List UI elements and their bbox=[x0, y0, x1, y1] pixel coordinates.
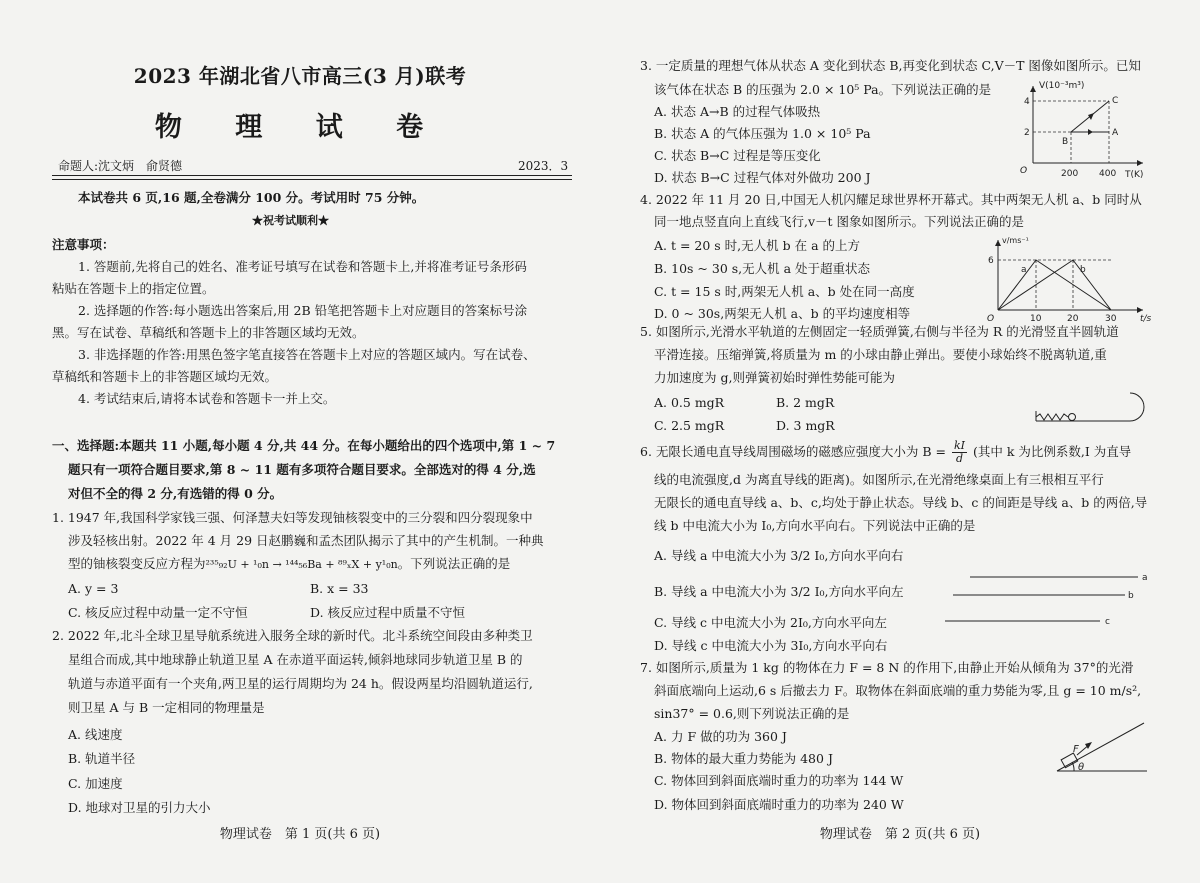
notice-1b: 粘贴在答题卡上的指定位置。 bbox=[52, 281, 215, 296]
q7-option-d: D. 物体回到斜面底端时重力的功率为 240 W bbox=[654, 797, 904, 812]
q5-line-2: 平滑连接。压缩弹簧,将质量为 m 的小球由静止弹出。要使小球始终不脱离轨道,重 bbox=[654, 347, 1107, 362]
q4-line-2: 同一地点竖直向上直线飞行,v－t 图象如图所示。下列说法正确的是 bbox=[654, 214, 1025, 229]
q5-option-b: B. 2 mgR bbox=[776, 395, 835, 410]
q1-option-d: D. 核反应过程中质量不守恒 bbox=[310, 605, 466, 620]
q3-xtick-400: 400 bbox=[1099, 169, 1117, 179]
q3-point-a: A bbox=[1112, 128, 1119, 138]
q3-xtick-200: 200 bbox=[1061, 169, 1079, 179]
q3-point-c: C bbox=[1112, 96, 1119, 106]
wish-line: ★祝考试顺利★ bbox=[252, 214, 329, 227]
q1-line-2: 涉及轻核出射。2022 年 4 月 29 日赵鹏巍和孟杰团队揭示了其中的产生机制。一种典 bbox=[68, 533, 544, 548]
q4-option-d: D. 0 ~ 30s,两架无人机 a、b 的平均速度相等 bbox=[654, 306, 911, 321]
q4-x-axis-label: t/s bbox=[1140, 314, 1152, 324]
q6-wire-c-label: c bbox=[1105, 617, 1110, 627]
authors: 命题人:沈文炳 俞贤德 bbox=[58, 159, 183, 173]
q5-option-c: C. 2.5 mgR bbox=[654, 418, 725, 433]
q7-incline-figure bbox=[1052, 718, 1152, 778]
q4-line-1: 4. 2022 年 11 月 20 日,中国无人机闪耀足球世界杯开幕式。其中两架无人机 a、b 同时从 bbox=[640, 192, 1142, 207]
q3-vt-graph bbox=[1008, 78, 1158, 178]
q6-option-b: B. 导线 a 中电流大小为 3/2 I₀,方向水平向左 bbox=[654, 584, 904, 599]
q2-line-3: 轨道与赤道平面有一个夹角,两卫星的运行周期均为 24 h。假设两星均沿圆轨道运行, bbox=[68, 676, 533, 691]
exam-date: 2023．3 bbox=[518, 159, 569, 173]
q4-xtick-10: 10 bbox=[1030, 314, 1042, 324]
q2-option-b: B. 轨道半径 bbox=[68, 751, 136, 766]
notice-2b: 黑。写在试卷、草稿纸和答题卡上的非答题区域均无效。 bbox=[52, 325, 365, 340]
q3-option-c: C. 状态 B→C 过程是等压变化 bbox=[654, 148, 821, 163]
q4-origin: O bbox=[987, 314, 995, 324]
q4-line-label-a: a bbox=[1021, 265, 1027, 275]
q7-line-1: 7. 如图所示,质量为 1 kg 的物体在力 F = 8 N 的作用下,由静止开始从倾角为 37°的光滑 bbox=[640, 660, 1134, 675]
q3-y-axis-label: V(10⁻³m³) bbox=[1039, 81, 1085, 91]
q5-option-a: A. 0.5 mgR bbox=[654, 395, 725, 410]
q3-x-axis-label: T(K) bbox=[1125, 170, 1144, 180]
q6-line-4: 线 b 中电流大小为 I₀,方向水平向右。下列说法中正确的是 bbox=[654, 518, 976, 533]
q4-xtick-30: 30 bbox=[1105, 314, 1117, 324]
notice-title: 注意事项： bbox=[52, 237, 115, 252]
q5-track-figure bbox=[1030, 383, 1160, 433]
q1-option-a: A. y = 3 bbox=[68, 581, 119, 596]
q1-question: 。下列说法正确的是 bbox=[397, 556, 511, 571]
notice-3a: 3. 非选择题的作答:用黑色签字笔直接答在答题卡上对应的答题区域内。写在试卷、 bbox=[78, 347, 536, 362]
q2-option-c: C. 加速度 bbox=[68, 776, 123, 791]
q3-ytick-2: 2 bbox=[1024, 128, 1030, 138]
q1-line-1: 1. 1947 年,我国科学家钱三强、何泽慧夫妇等发现铀核裂变中的三分裂和四分裂现象中 bbox=[52, 510, 533, 525]
q3-point-b: B bbox=[1062, 137, 1069, 147]
notice-4: 4. 考试结束后,请将本试卷和答题卡一并上交。 bbox=[78, 391, 336, 406]
q7-angle-label: θ bbox=[1078, 762, 1085, 773]
section-1-line-3: 对但不全的得 2 分,有选错的得 0 分。 bbox=[68, 486, 283, 501]
q6-option-d: D. 导线 c 中电流大小为 3I₀,方向水平向右 bbox=[654, 638, 888, 653]
q6-fraction-denominator: d bbox=[955, 452, 964, 465]
q7-line-3: sin37° = 0.6,则下列说法正确的是 bbox=[654, 706, 850, 721]
q6-option-c: C. 导线 c 中电流大小为 2I₀,方向水平向左 bbox=[654, 615, 887, 630]
q6-option-a: A. 导线 a 中电流大小为 3/2 I₀,方向水平向右 bbox=[654, 548, 904, 563]
q3-ytick-4: 4 bbox=[1024, 97, 1030, 107]
q4-ytick-6: 6 bbox=[988, 256, 994, 266]
q4-vt-graph bbox=[983, 232, 1163, 322]
q6-intro-cont: (其中 k 为比例系数,I 为直导 bbox=[973, 444, 1132, 459]
q1-option-b: B. x = 33 bbox=[310, 581, 369, 596]
exam-title: 2023 年湖北省八市高三(3 月)联考 bbox=[133, 64, 467, 88]
q5-option-d: D. 3 mgR bbox=[776, 418, 835, 433]
exam-info: 本试卷共 6 页,16 题,全卷满分 100 分。考试用时 75 分钟。 bbox=[78, 190, 425, 205]
q7-option-c: C. 物体回到斜面底端时重力的功率为 144 W bbox=[654, 773, 904, 788]
q5-line-3: 力加速度为 g,则弹簧初始时弹性势能可能为 bbox=[654, 370, 895, 385]
q7-force-label: F bbox=[1073, 744, 1079, 755]
q6-intro: 6. 无限长通电直导线周围磁场的磁感应强度大小为 B = bbox=[640, 444, 947, 459]
page-2-footer: 物理试卷 第 2 页(共 6 页) bbox=[819, 827, 981, 842]
q6-fraction bbox=[952, 440, 967, 465]
q1-option-c: C. 核反应过程中动量一定不守恒 bbox=[68, 605, 248, 620]
section-1-line-2: 题只有一项符合题目要求,第 8 ~ 11 题有多项符合题目要求。全部选对的得 4 分,选 bbox=[68, 462, 536, 477]
q2-option-d: D. 地球对卫星的引力大小 bbox=[68, 800, 211, 815]
q7-option-b: B. 物体的最大重力势能为 480 J bbox=[654, 751, 833, 766]
q6-fraction-numerator: kI bbox=[954, 439, 966, 452]
q4-xtick-20: 20 bbox=[1067, 314, 1079, 324]
q4-y-axis-label: v/ms⁻¹ bbox=[1002, 236, 1029, 245]
q4-option-b: B. 10s ~ 30 s,无人机 a 处于超重状态 bbox=[654, 261, 871, 276]
q6-wire-a-label: a bbox=[1142, 573, 1148, 583]
q3-line-1: 3. 一定质量的理想气体从状态 A 变化到状态 B,再变化到状态 C,V－T 图像如图所示。已知 bbox=[640, 58, 1141, 73]
header-rule-thin bbox=[52, 179, 572, 180]
q6-wire-b-label: b bbox=[1128, 591, 1134, 601]
q3-option-d: D. 状态 B→C 过程气体对外做功 200 J bbox=[654, 170, 871, 185]
q6-line-3: 无限长的通电直导线 a、b、c,均处于静止状态。导线 b、c 的间距是导线 a、b 的两倍,导 bbox=[654, 495, 1148, 510]
notice-2a: 2. 选择题的作答:每小题选出答案后,用 2B 铅笔把答题卡上对应题目的答案标号涂 bbox=[78, 303, 528, 318]
notice-1a: 1. 答题前,先将自己的姓名、准考证号填写在试卷和答题卡上,并将准考证号条形码 bbox=[78, 259, 527, 274]
notice-3b: 草稿纸和答题卡上的非答题区域均无效。 bbox=[52, 369, 278, 384]
q2-line-1: 2. 2022 年,北斗全球卫星导航系统进入服务全球的新时代。北斗系统空间段由多种类卫 bbox=[52, 628, 533, 643]
q2-option-a: A. 线速度 bbox=[68, 727, 123, 742]
q3-line-2: 该气体在状态 B 的压强为 2.0 × 10⁵ Pa。下列说法正确的是 bbox=[654, 82, 992, 97]
q3-origin: O bbox=[1020, 166, 1028, 176]
q2-line-4: 则卫星 A 与 B 一定相同的物理量是 bbox=[68, 700, 265, 715]
q7-line-2: 斜面底端向上运动,6 s 后撤去力 F。取物体在斜面底端的重力势能为零,且 g = 10 m/s², bbox=[654, 683, 1142, 698]
q4-line-label-b: b bbox=[1080, 265, 1086, 275]
page-1-footer: 物理试卷 第 1 页(共 6 页) bbox=[219, 827, 381, 842]
exam-subtitle: 物 理 试 卷 bbox=[154, 112, 446, 143]
q3-option-a: A. 状态 A→B 的过程气体吸热 bbox=[654, 104, 821, 119]
q5-line-1: 5. 如图所示,光滑水平轨道的左侧固定一轻质弹簧,右侧与半径为 R 的光滑竖直半圆轨道 bbox=[640, 324, 1119, 339]
header-rule bbox=[52, 175, 572, 176]
q4-option-a: A. t = 20 s 时,无人机 b 在 a 的上方 bbox=[654, 238, 861, 253]
q1-line-3 bbox=[68, 556, 510, 573]
q6-line-2: 线的电流强度,d 为离直导线的距离)。如图所示,在光滑绝缘桌面上有三根相互平行 bbox=[654, 472, 1104, 487]
section-1-line-1: 一、选择题:本题共 11 小题,每小题 4 分,共 44 分。在每小题给出的四个选项中,第 1 ~ 7 bbox=[52, 438, 556, 453]
q3-option-b: B. 状态 A 的气体压强为 1.0 × 10⁵ Pa bbox=[654, 126, 871, 141]
q2-line-2: 星组合而成,其中地球静止轨道卫星 A 在赤道平面运转,倾斜地球同步轨道卫星 B 的 bbox=[68, 652, 523, 667]
q6-wires-figure bbox=[945, 565, 1165, 635]
q6-line-1 bbox=[640, 440, 1131, 465]
q4-option-c: C. t = 15 s 时,两架无人机 a、b 处在同一高度 bbox=[654, 284, 915, 299]
q7-option-a: A. 力 F 做的功为 360 J bbox=[654, 729, 787, 744]
q1-intro: 型的铀核裂变反应方程为 bbox=[68, 556, 206, 571]
q1-equation: ²³⁵₉₂U + ¹₀n → ¹⁴⁴₅₆Ba + ⁸⁹ₓX + y¹₀n bbox=[205, 558, 398, 571]
page-2 bbox=[600, 0, 1200, 883]
